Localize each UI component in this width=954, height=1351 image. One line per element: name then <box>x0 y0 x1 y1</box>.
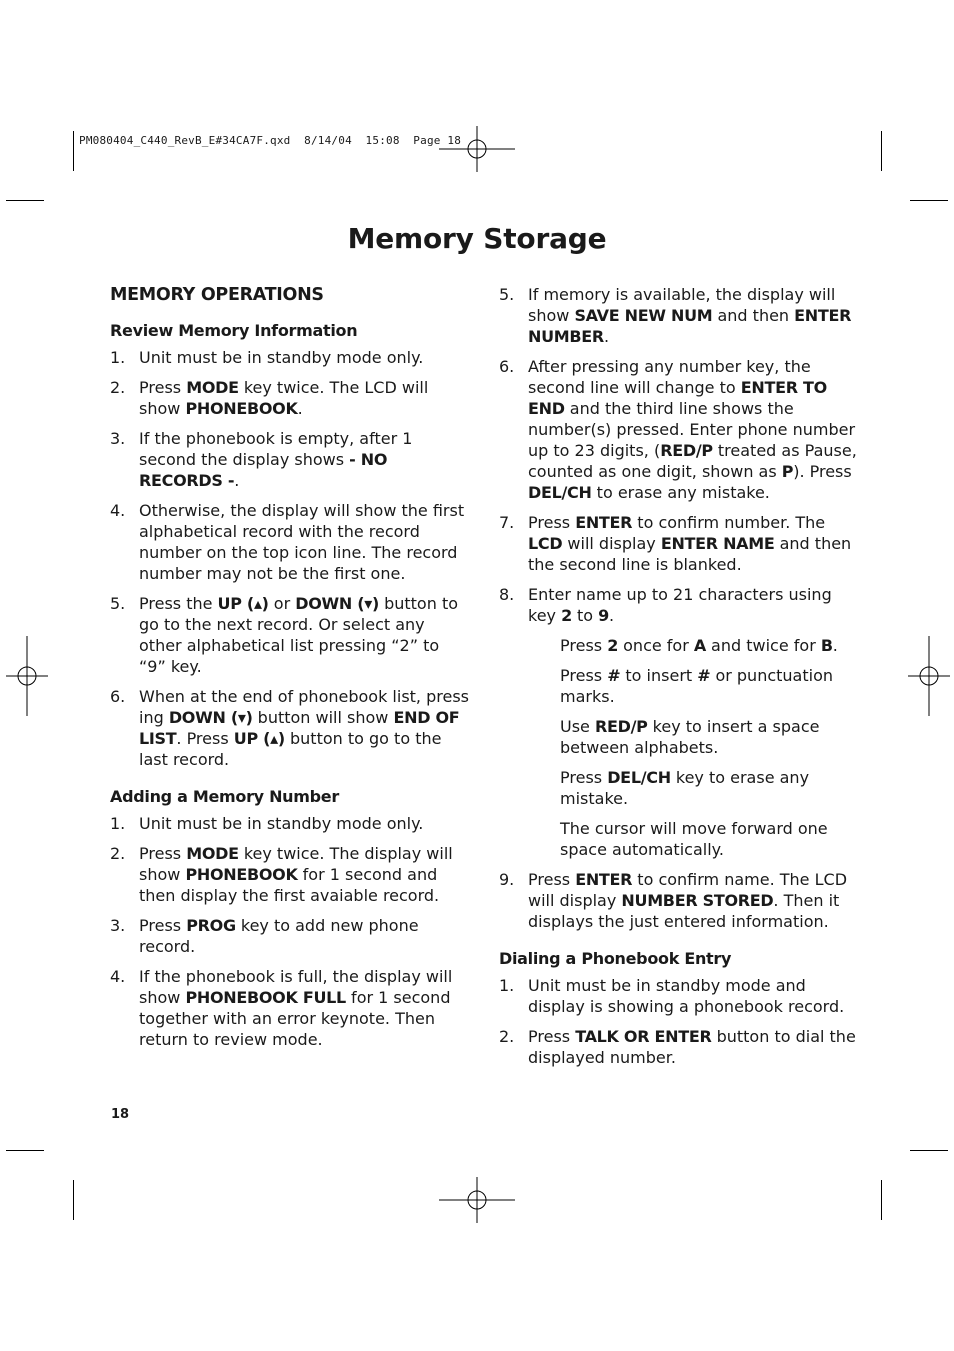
note-paragraph: Press DEL/CH key to erase any mistake. <box>560 768 810 808</box>
item-number: 5. <box>110 594 126 613</box>
right-column <box>499 284 859 1077</box>
key-term: UP (▴) <box>217 594 269 613</box>
item-number: 1. <box>499 976 515 995</box>
note-paragraph: Use RED/P key to insert a space between alphabets. <box>560 717 820 757</box>
subsection-heading: Dialing a Phonebook Entry <box>499 949 732 968</box>
key-term: LCD <box>528 534 563 553</box>
review-list <box>110 347 470 770</box>
key-term: MODE <box>186 378 239 397</box>
crop-mark <box>910 200 948 201</box>
name-entry-notes <box>499 635 859 860</box>
item-number: 2. <box>110 378 126 397</box>
key-term: SAVE NEW NUM <box>574 306 713 325</box>
item-number: 2. <box>499 1027 515 1046</box>
crop-mark <box>6 200 44 201</box>
list-item <box>499 584 859 626</box>
adding-list-item-9 <box>499 869 859 932</box>
item-text: Press TALK OR ENTER button to dial the displayed number. <box>528 1027 856 1067</box>
item-number: 5. <box>499 285 515 304</box>
item-number: 2. <box>110 844 126 863</box>
list-item <box>110 686 470 770</box>
list-item <box>110 966 470 1050</box>
key-term: UP (▴) <box>233 729 285 748</box>
item-text: Unit must be in standby mode only. <box>139 814 424 833</box>
key-term: MODE <box>186 844 239 863</box>
item-text: Press ENTER to confirm name. The LCD will display NUMBER STORED. Then it displays the just entered information. <box>528 870 848 931</box>
item-text: Press MODE key twice. The LCD will show PHONEBOOK. <box>139 378 429 418</box>
item-number: 6. <box>499 357 515 376</box>
page-title: Memory Storage <box>347 222 607 255</box>
section-heading: MEMORY OPERATIONS <box>110 285 324 305</box>
item-text: If the phonebook is empty, after 1 second the display shows - NO RECORDS -. <box>139 429 413 490</box>
registration-mark-icon <box>4 636 50 716</box>
item-text: Press the UP (▴) or DOWN (▾) button to go to the next record. Or select any other alphabetical list pressing “2” to “9” key. <box>139 594 459 676</box>
key-term: TALK OR ENTER <box>575 1027 712 1046</box>
item-text: Otherwise, the display will show the first alphabetical record with the record number on the top icon line. The record number may not be the first one. <box>139 501 465 583</box>
key-term: RED/P <box>594 717 648 736</box>
item-number: 4. <box>110 501 126 520</box>
key-term: DEL/CH <box>528 483 592 502</box>
list-item <box>110 915 470 957</box>
key-term: RED/P <box>660 441 713 460</box>
registration-mark-icon <box>437 126 517 172</box>
key-term: B <box>820 636 833 655</box>
list-item <box>499 975 859 1017</box>
crop-mark <box>73 131 74 171</box>
list-item <box>110 813 470 834</box>
item-text: Unit must be in standby mode only. <box>139 348 424 367</box>
key-term: END OF LIST <box>139 708 460 748</box>
key-term: 2 <box>561 606 572 625</box>
item-number: 6. <box>110 687 126 706</box>
key-term: - NO RECORDS - <box>139 450 388 490</box>
registration-mark-icon <box>906 636 952 716</box>
item-number: 1. <box>110 814 126 833</box>
key-term: PHONEBOOK <box>185 865 298 884</box>
subsection-heading: Adding a Memory Number <box>110 787 339 806</box>
item-number: 3. <box>110 429 126 448</box>
list-item <box>110 843 470 906</box>
item-text: Press ENTER to confirm number. The LCD will display ENTER NAME and then the second line is blanked. <box>528 513 852 574</box>
adding-list <box>110 813 470 1050</box>
list-item <box>499 869 859 932</box>
key-term: 2 <box>607 636 619 655</box>
key-term: ENTER TO END <box>528 378 827 418</box>
key-term: P <box>781 462 794 481</box>
note-paragraph: Press 2 once for A and twice for B. <box>560 636 838 655</box>
item-number: 9. <box>499 870 515 889</box>
adding-list-continued <box>499 284 859 626</box>
left-column <box>110 285 470 1059</box>
crop-mark <box>73 1180 74 1220</box>
page-number: 18 <box>111 1107 130 1122</box>
crop-mark <box>6 1150 44 1151</box>
item-number: 3. <box>110 916 126 935</box>
list-item <box>499 512 859 575</box>
item-text: Press PROG key to add new phone record. <box>139 916 419 956</box>
item-text: After pressing any number key, the second line will change to ENTER TO END and the third line shows the number(s) pressed. Enter phone number up to 23 digits, (RED/P treated as Pause, counted as one digit, shown as P). Press DEL/CH to erase any mistake. <box>528 357 857 502</box>
list-item <box>110 500 470 584</box>
item-text: Enter name up to 21 characters using key 2 to 9. <box>528 585 832 625</box>
item-text: Unit must be in standby mode and display is showing a phonebook record. <box>528 976 845 1016</box>
key-term: # <box>607 666 621 685</box>
key-term: NUMBER STORED <box>621 891 774 910</box>
key-term: PROG <box>186 916 236 935</box>
key-term: DOWN (▾) <box>295 594 379 613</box>
subsection-heading: Review Memory Information <box>110 321 358 340</box>
crop-mark <box>881 1180 882 1220</box>
list-item <box>499 284 859 347</box>
item-number: 8. <box>499 585 515 604</box>
dialing-list <box>499 975 859 1068</box>
note-paragraph: The cursor will move forward one space automatically. <box>560 819 828 859</box>
registration-mark-icon <box>437 1177 517 1223</box>
list-item <box>499 1026 859 1068</box>
item-text: If memory is available, the display will show SAVE NEW NUM and then ENTER NUMBER. <box>528 285 852 346</box>
key-term: DEL/CH <box>607 768 671 787</box>
list-item <box>110 377 470 419</box>
item-number: 1. <box>110 348 126 367</box>
key-term: DOWN (▾) <box>168 708 253 727</box>
item-text: When at the end of phonebook list, press ing DOWN (▾) button will show END OF LIST. Press UP (▴) button to go to the last record. <box>139 687 469 769</box>
item-number: 7. <box>499 513 515 532</box>
note-paragraph: Press # to insert # or punctuation marks. <box>560 666 833 706</box>
print-slug: PM080404_C440_RevB_E#34CA7F.qxd 8/14/04 15:08 Page 18 <box>79 134 462 147</box>
key-term: ENTER NAME <box>660 534 775 553</box>
key-term: A <box>693 636 706 655</box>
list-item <box>110 347 470 368</box>
key-term: PHONEBOOK FULL <box>185 988 346 1007</box>
key-term: ENTER <box>575 870 633 889</box>
item-text: Press MODE key twice. The display will show PHONEBOOK for 1 second and then display the first avaiable record. <box>139 844 453 905</box>
list-item <box>110 593 470 677</box>
key-term: 9 <box>598 606 610 625</box>
item-text: If the phonebook is full, the display will show PHONEBOOK FULL for 1 second together with an error keynote. Then return to review mode. <box>139 967 453 1049</box>
crop-mark <box>910 1150 948 1151</box>
item-number: 4. <box>110 967 126 986</box>
key-term: ENTER <box>575 513 633 532</box>
key-term: ENTER NUMBER <box>528 306 852 346</box>
key-term: # <box>697 666 711 685</box>
list-item <box>499 356 859 503</box>
key-term: PHONEBOOK <box>185 399 298 418</box>
crop-mark <box>881 131 882 171</box>
list-item <box>110 428 470 491</box>
